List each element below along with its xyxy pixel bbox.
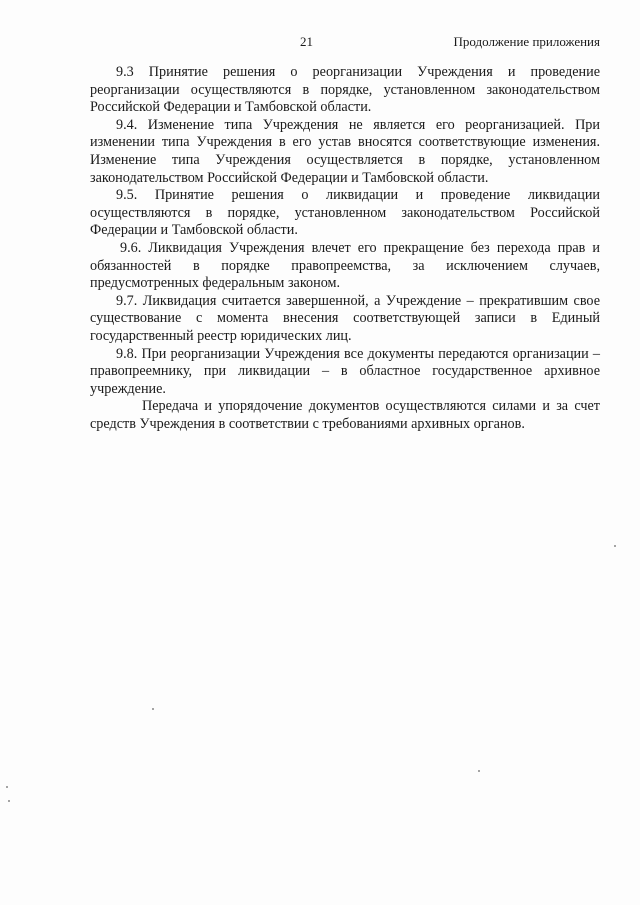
paragraph-9-6: 9.6. Ликвидация Учреждения влечет его прекращение без перехода прав и обязанностей в порядке правопреемства, за исключением случаев, предусмотренных федеральным законом.: [90, 239, 600, 292]
paragraph-9-5: 9.5. Принятие решения о ликвидации и проведение ликвидации осуществляются в порядке, установленном законодательством Российской Федерации и Тамбовской области.: [90, 187, 600, 239]
page-number: 21: [300, 34, 313, 49]
paragraph-9-7: 9.7. Ликвидация считается завершенной, а Учреждение – прекратившим свое существование с момента внесения соответствующей записи в Единый государственный реестр юридических лиц.: [90, 292, 600, 344]
document-body: [90, 64, 600, 433]
scan-speck: [6, 786, 8, 788]
scan-speck: [8, 800, 10, 802]
paragraph-9-4: 9.4. Изменение типа Учреждения не является его реорганизацией. При изменении типа Учреждения в его устав вносятся соответствующие изменения. Изменение типа Учреждения осуществляется в порядке, установленном законодательством Российской Федерации и Тамбовской области.: [90, 116, 600, 186]
page-header: [90, 34, 600, 52]
scan-speck: [478, 770, 480, 772]
scan-speck: [152, 708, 154, 710]
paragraph-9-3: 9.3 Принятие решения о реорганизации Учреждения и проведение реорганизации осуществляются в порядке, установленном законодательством Российской Федерации и Тамбовской области.: [90, 64, 600, 116]
paragraph-9-8: 9.8. При реорганизации Учреждения все документы передаются организации – правопреемнику, при ликвидации – в областное государственное архивное учреждение.: [90, 345, 600, 397]
paragraph-archive-transfer: Передача и упорядочение документов осуществляются силами и за счет средств Учреждения в соответствии с требованиями архивных органов.: [90, 398, 600, 432]
scan-speck: [614, 545, 616, 547]
continuation-label: Продолжение приложения: [453, 34, 600, 49]
